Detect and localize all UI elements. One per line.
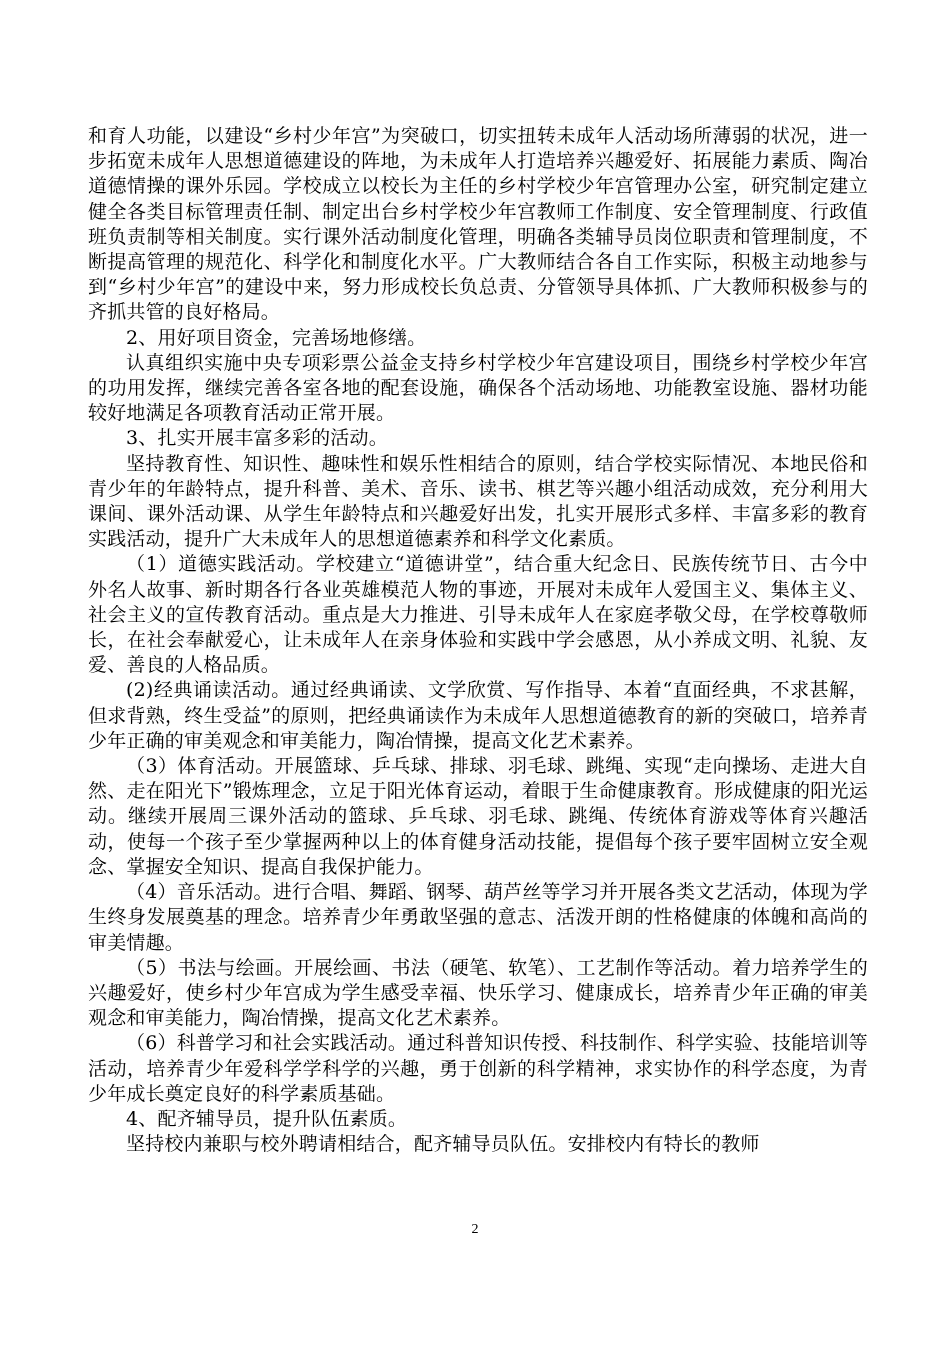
paragraph-science-practice: （6）科普学习和社会实践活动。通过科普知识传授、科技制作、科学实验、技能培训等活动，培养青少年爱科学学科学的兴趣，勇于创新的科学精神，求实协作的科学态度，为青少年成长奠定良好的科学素质基础。: [88, 1032, 868, 1105]
section-heading-funding: 2、用好项目资金，完善场地修缮。: [126, 326, 427, 349]
paragraph-activities: 坚持教育性、知识性、趣味性和娱乐性相结合的原则，结合学校实际情况、本地民俗和青少年的年龄特点，提升科普、美术、音乐、读书、棋艺等兴趣小组活动成效，充分利用大课间、课外活动课、从学生年龄特点和兴趣爱好出发，扎实开展形式多样、丰富多彩的教育实践活动，提升广大未成年人的思想道德素养和科学文化素质。: [88, 452, 868, 551]
paragraph-calligraphy-painting: （5）书法与绘画。开展绘画、书法（硬笔、软笔）、工艺制作等活动。着力培养学生的兴趣爱好，使乡村少年宫成为学生感受幸福、快乐学习、健康成长，培养青少年正确的审美观念和审美能力，陶冶情操，提高文化艺术素养。: [88, 956, 868, 1030]
paragraph-moral-practice: （1）道德实践活动。学校建立“道德讲堂”，结合重大纪念日、民族传统节日、古今中外名人故事、新时期各行各业英雄模范人物的事迹，开展对未成年人爱国主义、集体主义、社会主义的宣传教育活动。重点是大力推进、引导未成年人在家庭孝敬父母，在学校尊敬师长，在社会奉献爱心，让未成年人在亲身体验和实践中学会感恩，从小养成文明、礼貌、友爱、善良的人格品质。: [88, 553, 868, 677]
paragraph-counselors: 坚持校内兼职与校外聘请相结合，配齐辅导员队伍。安排校内有特长的教师: [126, 1133, 760, 1156]
paragraph-classic-reading: (2)经典诵读活动。通过经典诵读、文学欣赏、写作指导、本着“直面经典，不求甚解，但求背熟，终生受益”的原则，把经典诵读作为未成年人思想道德教育的新的突破口，培养青少年正确的审美观念和审美能力，陶冶情操，提高文化艺术素养。: [88, 679, 868, 752]
paragraph-music: （4）音乐活动。进行合唱、舞蹈、钢琴、葫芦丝等学习并开展各类文艺活动，体现为学生终身发展奠基的理念。培养青少年勇敢坚强的意志、活泼开朗的性格健康的体魄和高尚的审美情趣。: [88, 881, 868, 954]
page-number: 2: [471, 1222, 479, 1237]
section-heading-counselors: 4、配齐辅导员，提升队伍素质。: [126, 1107, 408, 1130]
paragraph-sports: （3）体育活动。开展篮球、乒乓球、排球、羽毛球、跳绳、实现“走向操场、走进大自然、走在阳光下”锻炼理念，立足于阳光体育运动，着眼于生命健康教育。形成健康的阳光运动。继续开展周三课外活动的篮球、乒乓球、羽毛球、跳绳、传统体育游戏等体育兴趣活动，使每一个孩子至少掌握两种以上的体育健身活动技能，提倡每个孩子要牢固树立安全观念、掌握安全知识、提高自我保护能力。: [88, 755, 868, 878]
section-heading-activities: 3、扎实开展丰富多彩的活动。: [126, 427, 388, 450]
paragraph-continuation: 和育人功能，以建设“乡村少年宫”为突破口，切实扭转未成年人活动场所薄弱的状况，进一步拓宽未成年人思想道德建设的阵地，为未成年人打造培养兴趣爱好、拓展能力素质、陶冶道德情操的课外乐园。学校成立以校长为主任的乡村学校少年宫管理办公室，研究制定建立健全各类目标管理责任制、制定出台乡村学校少年宫教师工作制度、安全管理制度、行政值班负责制等相关制度。实行课外活动制度化管理，明确各类辅导员岗位职责和管理制度，不断提高管理的规范化、科学化和制度化水平。广大教师结合各自工作实际，积极主动地参与到“乡村少年宫”的建设中来，努力形成校长负总责、分管领导具体抓、广大教师积极参与的齐抓共管的良好格局。: [88, 125, 868, 324]
document-body: [88, 124, 868, 1157]
paragraph-funding: 认真组织实施中央专项彩票公益金支持乡村学校少年宫建设项目，围绕乡村学校少年宫的功用发挥，继续完善各室各地的配套设施，确保各个活动场地、功能教室设施、器材功能较好地满足各项教育活动正常开展。: [88, 351, 868, 425]
